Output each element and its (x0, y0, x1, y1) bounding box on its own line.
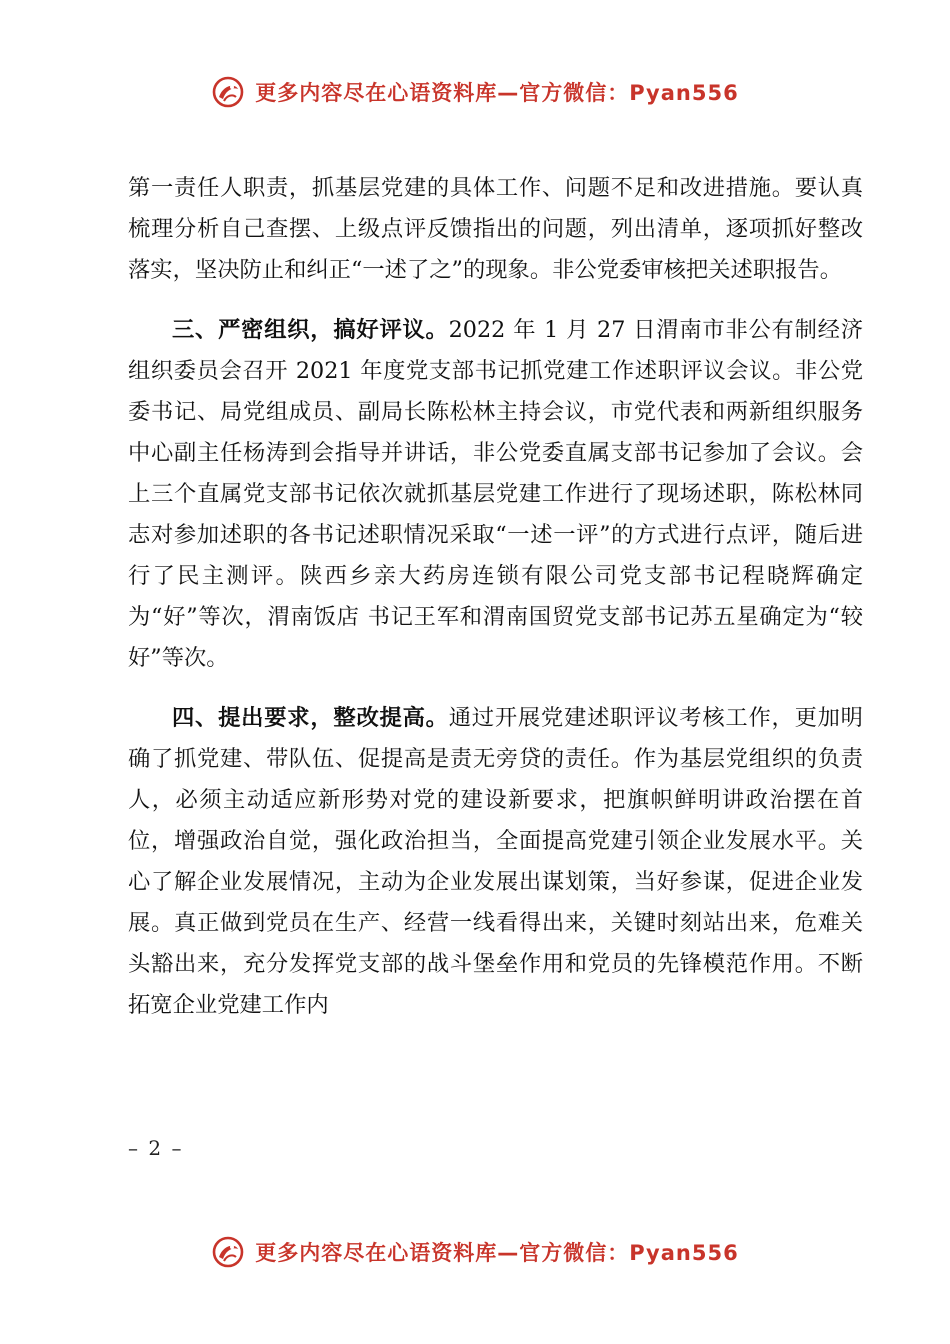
section-four-text: 通过开展党建述职评议考核工作，更加明确了抓党建、带队伍、促提高是责无旁贷的责任。作为基层党组织的负责人，必须主动适应新形势对党的建设新要求，把旗帜鲜明讲政治摆在首位，增强政治自觉，强化政治担当，全面提高党建引领企业发展水平。关心了解企业发展情况，主动为企业发展出谋划策，当好参谋，促进企业发展。真正做到党员在生产、经营一线看得出来，关键时刻站出来，危难关头豁出来，充分发挥党支部的战斗堡垒作用和党员的先锋模范作用。不断拓宽企业党建工作内 (128, 705, 863, 1018)
paragraph-section-three (128, 310, 863, 679)
paragraph-section-four (128, 698, 863, 1026)
paragraph-continuation: 第一责任人职责，抓基层党建的具体工作、问题不足和改进措施。要认真梳理分析自己查摆、上级点评反馈指出的问题，列出清单，逐项抓好整改落实，坚决防止和纠正“一述了之”的现象。非公党委审核把关述职报告。 (128, 175, 863, 283)
section-three-heading: 三、严密组织，搞好评议。 (172, 317, 449, 343)
red-swirl-logo-icon (211, 75, 245, 109)
document-body (128, 168, 863, 1045)
watermark-banner-top (0, 72, 950, 112)
red-swirl-logo-icon (211, 1235, 245, 1269)
page-number: – 2 – (128, 1136, 184, 1160)
section-four-heading: 四、提出要求，整改提高。 (172, 705, 449, 731)
watermark-text-top: 更多内容尽在心语资料库—官方微信：Pyan556 (255, 81, 739, 105)
watermark-banner-bottom (0, 1232, 950, 1272)
watermark-text-bottom: 更多内容尽在心语资料库—官方微信：Pyan556 (255, 1241, 739, 1265)
section-three-text: 2022 年 1 月 27 日渭南市非公有制经济组织委员会召开 2021 年度党支部书记抓党建工作述职评议会议。非公党委书记、局党组成员、副局长陈松林主持会议，市党代表和两新组织服务中心副主任杨涛到会指导并讲话，非公党委直属支部书记参加了会议。会上三个直属党支部书记依次就抓基层党建工作进行了现场述职，陈松林同志对参加述职的各书记述职情况采取“一述一评”的方式进行点评，随后进行了民主测评。陕西乡亲大药房连锁有限公司党支部书记程晓辉确定为“好”等次，渭南饭店 书记王军和渭南国贸党支部书记苏五星确定为“较好”等次。 (128, 317, 863, 671)
